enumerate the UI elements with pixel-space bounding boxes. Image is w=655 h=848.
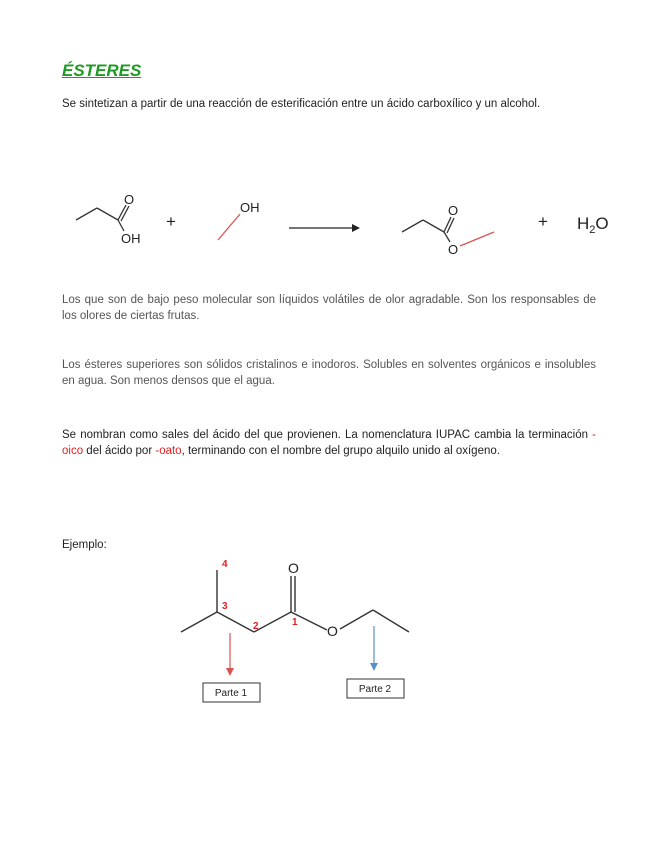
oato-suffix: -oato — [155, 445, 182, 457]
arrow-to-parte-1 — [226, 633, 234, 676]
water-formula: $H_2O$ — [577, 214, 609, 236]
example-label: Ejemplo: — [62, 539, 107, 551]
parte-1-label: Parte 1 — [214, 688, 248, 699]
higher-esters-paragraph: Los ésteres superiores son sólidos cristalinos e inodoros. Solubles en solventes orgánicos e insolubles en agua. Son menos densos que el agua. — [62, 359, 596, 387]
example-carbonyl-oxygen: O — [288, 560, 299, 576]
carbon-number-4: 4 — [222, 559, 228, 570]
acid-oxygen-label: O — [124, 192, 135, 207]
carbon-number-2: 2 — [253, 621, 259, 632]
intro-paragraph: Se sintetizan a partir de una reacción de esterificación entre un ácido carboxílico y un alcohol. — [62, 98, 541, 110]
ester-carbonyl-oxygen: O — [448, 203, 459, 218]
acid-hydroxyl-label: OH — [121, 231, 141, 246]
arrow-to-parte-2 — [370, 626, 378, 671]
plus-sign: + — [166, 212, 176, 231]
carbon-number-1: 1 — [292, 617, 298, 628]
volatility-paragraph: Los que son de bajo peso molecular son líquidos volátiles de olor agradable. Son los responsables de los olores de ciertas frutas. — [62, 294, 596, 322]
nomenclature-paragraph: Se nombran como sales del ácido del que provienen. La nomenclatura IUPAC cambia la terminación -oico del ácido por -oato, terminando con el nombre del grupo alquilo unido al oxígeno. — [62, 429, 596, 457]
parte-2-label: Parte 2 — [358, 684, 392, 695]
alcohol-hydroxyl-label: OH — [240, 200, 260, 215]
example-ether-oxygen: O — [327, 623, 338, 639]
plus-sign-2: + — [538, 212, 548, 231]
oico-suffix: -oico — [62, 429, 596, 457]
ester-ether-oxygen: O — [448, 242, 459, 257]
page-title: ÉSTERES — [62, 61, 142, 80]
carbon-number-3: 3 — [222, 601, 228, 612]
